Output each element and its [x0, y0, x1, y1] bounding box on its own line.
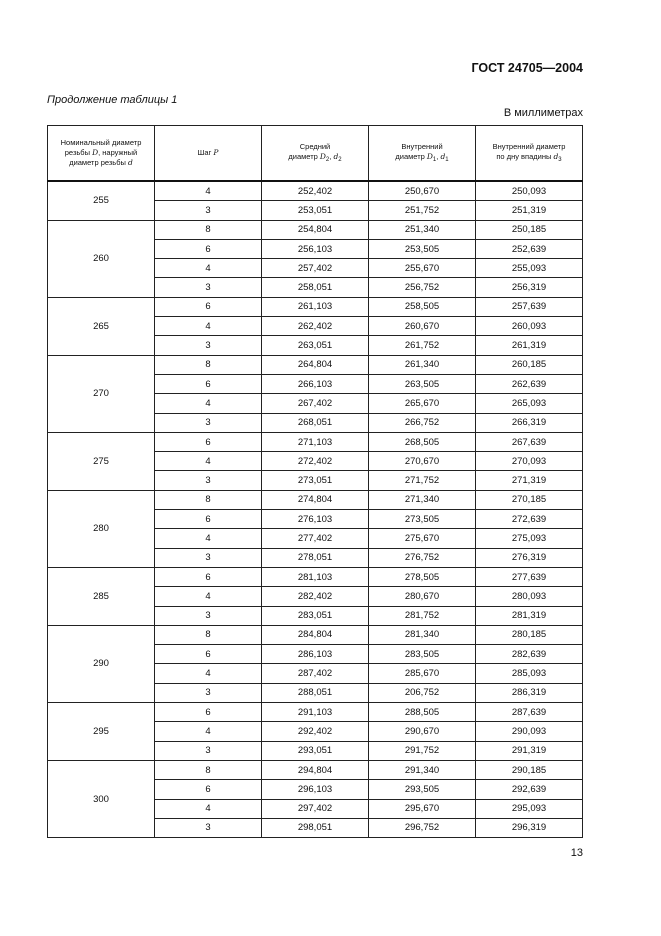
table-row [48, 297, 583, 316]
pitch-cell: 3 [155, 741, 262, 760]
mean-diameter-cell: 272,402 [262, 452, 369, 471]
nominal-diameter-cell: 260 [48, 220, 155, 297]
root-diameter-cell: 261,319 [476, 336, 583, 355]
root-diameter-cell: 270,185 [476, 490, 583, 509]
root-diameter-cell: 285,093 [476, 664, 583, 683]
mean-diameter-cell: 276,103 [262, 510, 369, 529]
minor-diameter-cell: 278,505 [369, 567, 476, 586]
minor-diameter-cell: 295,670 [369, 799, 476, 818]
pitch-cell: 4 [155, 799, 262, 818]
mean-diameter-cell: 252,402 [262, 181, 369, 201]
minor-diameter-cell: 255,670 [369, 259, 476, 278]
page-number: 13 [570, 847, 583, 859]
table-units: В миллиметрах [503, 107, 583, 119]
root-diameter-cell: 251,319 [476, 201, 583, 220]
pitch-cell: 8 [155, 625, 262, 644]
minor-diameter-cell: 206,752 [369, 683, 476, 702]
mean-diameter-cell: 284,804 [262, 625, 369, 644]
pitch-cell: 4 [155, 317, 262, 336]
table-row [48, 760, 583, 779]
pitch-cell: 3 [155, 201, 262, 220]
mean-diameter-cell: 294,804 [262, 760, 369, 779]
root-diameter-cell: 250,093 [476, 181, 583, 201]
pitch-cell: 6 [155, 645, 262, 664]
pitch-cell: 6 [155, 239, 262, 258]
root-diameter-cell: 277,639 [476, 567, 583, 586]
mean-diameter-cell: 292,402 [262, 722, 369, 741]
minor-diameter-cell: 281,752 [369, 606, 476, 625]
mean-diameter-cell: 263,051 [262, 336, 369, 355]
minor-diameter-cell: 251,340 [369, 220, 476, 239]
mean-diameter-cell: 253,051 [262, 201, 369, 220]
table-row [48, 703, 583, 722]
pitch-cell: 4 [155, 587, 262, 606]
mean-diameter-cell: 277,402 [262, 529, 369, 548]
pitch-cell: 4 [155, 259, 262, 278]
root-diameter-cell: 260,185 [476, 355, 583, 374]
mean-diameter-cell: 273,051 [262, 471, 369, 490]
nominal-diameter-cell: 255 [48, 181, 155, 220]
minor-diameter-cell: 288,505 [369, 703, 476, 722]
minor-diameter-cell: 261,340 [369, 355, 476, 374]
root-diameter-cell: 266,319 [476, 413, 583, 432]
mean-diameter-cell: 258,051 [262, 278, 369, 297]
minor-diameter-cell: 261,752 [369, 336, 476, 355]
mean-diameter-cell: 281,103 [262, 567, 369, 586]
minor-diameter-cell: 265,670 [369, 394, 476, 413]
mean-diameter-cell: 264,804 [262, 355, 369, 374]
mean-diameter-cell: 298,051 [262, 818, 369, 837]
mean-diameter-cell: 296,103 [262, 780, 369, 799]
pitch-cell: 8 [155, 220, 262, 239]
root-diameter-cell: 252,639 [476, 239, 583, 258]
minor-diameter-cell: 251,752 [369, 201, 476, 220]
table-row [48, 220, 583, 239]
root-diameter-cell: 280,185 [476, 625, 583, 644]
mean-diameter-cell: 267,402 [262, 394, 369, 413]
minor-diameter-cell: 293,505 [369, 780, 476, 799]
column-header-mean-diameter: Средний диаметр $D_2$, $d_2$ [262, 126, 369, 182]
pitch-cell: 6 [155, 432, 262, 451]
minor-diameter-cell: 266,752 [369, 413, 476, 432]
mean-diameter-cell: 288,051 [262, 683, 369, 702]
mean-diameter-cell: 282,402 [262, 587, 369, 606]
minor-diameter-cell: 290,670 [369, 722, 476, 741]
minor-diameter-cell: 281,340 [369, 625, 476, 644]
minor-diameter-cell: 291,340 [369, 760, 476, 779]
mean-diameter-cell: 297,402 [262, 799, 369, 818]
mean-diameter-cell: 286,103 [262, 645, 369, 664]
pitch-cell: 6 [155, 780, 262, 799]
minor-diameter-cell: 256,752 [369, 278, 476, 297]
mean-diameter-cell: 254,804 [262, 220, 369, 239]
table-row [48, 625, 583, 644]
nominal-diameter-cell: 265 [48, 297, 155, 355]
pitch-cell: 4 [155, 181, 262, 201]
root-diameter-cell: 265,093 [476, 394, 583, 413]
root-diameter-cell: 267,639 [476, 432, 583, 451]
root-diameter-cell: 290,093 [476, 722, 583, 741]
pitch-cell: 6 [155, 510, 262, 529]
minor-diameter-cell: 296,752 [369, 818, 476, 837]
root-diameter-cell: 286,319 [476, 683, 583, 702]
pitch-cell: 4 [155, 664, 262, 683]
table-row [48, 567, 583, 586]
minor-diameter-cell: 263,505 [369, 374, 476, 393]
mean-diameter-cell: 257,402 [262, 259, 369, 278]
root-diameter-cell: 290,185 [476, 760, 583, 779]
root-diameter-cell: 281,319 [476, 606, 583, 625]
pitch-cell: 3 [155, 818, 262, 837]
pitch-cell: 6 [155, 567, 262, 586]
minor-diameter-cell: 270,670 [369, 452, 476, 471]
root-diameter-cell: 292,639 [476, 780, 583, 799]
table-row [48, 181, 583, 201]
column-header-minor-diameter: Внутренний диаметр $D_1$, $d_1$ [369, 126, 476, 182]
root-diameter-cell: 276,319 [476, 548, 583, 567]
minor-diameter-cell: 276,752 [369, 548, 476, 567]
nominal-diameter-cell: 275 [48, 432, 155, 490]
root-diameter-cell: 295,093 [476, 799, 583, 818]
minor-diameter-cell: 280,670 [369, 587, 476, 606]
pitch-cell: 4 [155, 722, 262, 741]
root-diameter-cell: 271,319 [476, 471, 583, 490]
column-header-nominal-diameter: Номинальный диаметр резьбы D, наружный диаметр резьбы d [48, 126, 155, 182]
table-row [48, 490, 583, 509]
minor-diameter-cell: 273,505 [369, 510, 476, 529]
document-code: ГОСТ 24705—2004 [471, 61, 583, 75]
root-diameter-cell: 250,185 [476, 220, 583, 239]
table-row [48, 432, 583, 451]
minor-diameter-cell: 268,505 [369, 432, 476, 451]
root-diameter-cell: 291,319 [476, 741, 583, 760]
nominal-diameter-cell: 280 [48, 490, 155, 567]
pitch-cell: 6 [155, 297, 262, 316]
pitch-cell: 3 [155, 606, 262, 625]
table-body [48, 181, 583, 838]
mean-diameter-cell: 268,051 [262, 413, 369, 432]
pitch-cell: 4 [155, 394, 262, 413]
pitch-cell: 3 [155, 413, 262, 432]
mean-diameter-cell: 261,103 [262, 297, 369, 316]
nominal-diameter-cell: 285 [48, 567, 155, 625]
root-diameter-cell: 272,639 [476, 510, 583, 529]
column-header-pitch: Шаг P [155, 126, 262, 182]
minor-diameter-cell: 258,505 [369, 297, 476, 316]
mean-diameter-cell: 256,103 [262, 239, 369, 258]
root-diameter-cell: 262,639 [476, 374, 583, 393]
nominal-diameter-cell: 300 [48, 760, 155, 837]
nominal-diameter-cell: 270 [48, 355, 155, 432]
minor-diameter-cell: 271,752 [369, 471, 476, 490]
mean-diameter-cell: 262,402 [262, 317, 369, 336]
root-diameter-cell: 260,093 [476, 317, 583, 336]
pitch-cell: 3 [155, 278, 262, 297]
mean-diameter-cell: 293,051 [262, 741, 369, 760]
minor-diameter-cell: 283,505 [369, 645, 476, 664]
minor-diameter-cell: 285,670 [369, 664, 476, 683]
minor-diameter-cell: 275,670 [369, 529, 476, 548]
pitch-cell: 8 [155, 490, 262, 509]
pitch-cell: 4 [155, 529, 262, 548]
column-header-root-diameter: Внутренний диаметр по дну впадины $d_3$ [476, 126, 583, 182]
mean-diameter-cell: 271,103 [262, 432, 369, 451]
pitch-cell: 8 [155, 760, 262, 779]
minor-diameter-cell: 291,752 [369, 741, 476, 760]
root-diameter-cell: 257,639 [476, 297, 583, 316]
mean-diameter-cell: 283,051 [262, 606, 369, 625]
pitch-cell: 4 [155, 452, 262, 471]
mean-diameter-cell: 291,103 [262, 703, 369, 722]
root-diameter-cell: 280,093 [476, 587, 583, 606]
table-caption: Продолжение таблицы 1 [47, 94, 178, 106]
pitch-cell: 6 [155, 374, 262, 393]
table-row [48, 355, 583, 374]
mean-diameter-cell: 266,103 [262, 374, 369, 393]
root-diameter-cell: 275,093 [476, 529, 583, 548]
pitch-cell: 6 [155, 703, 262, 722]
nominal-diameter-cell: 290 [48, 625, 155, 702]
root-diameter-cell: 282,639 [476, 645, 583, 664]
pitch-cell: 8 [155, 355, 262, 374]
root-diameter-cell: 287,639 [476, 703, 583, 722]
mean-diameter-cell: 287,402 [262, 664, 369, 683]
nominal-diameter-cell: 295 [48, 703, 155, 761]
pitch-cell: 3 [155, 548, 262, 567]
minor-diameter-cell: 271,340 [369, 490, 476, 509]
minor-diameter-cell: 260,670 [369, 317, 476, 336]
thread-diameters-table [47, 125, 583, 838]
pitch-cell: 3 [155, 336, 262, 355]
pitch-cell: 3 [155, 471, 262, 490]
mean-diameter-cell: 274,804 [262, 490, 369, 509]
root-diameter-cell: 270,093 [476, 452, 583, 471]
root-diameter-cell: 296,319 [476, 818, 583, 837]
table-header-row [48, 126, 583, 182]
root-diameter-cell: 256,319 [476, 278, 583, 297]
root-diameter-cell: 255,093 [476, 259, 583, 278]
mean-diameter-cell: 278,051 [262, 548, 369, 567]
minor-diameter-cell: 250,670 [369, 181, 476, 201]
pitch-cell: 3 [155, 683, 262, 702]
minor-diameter-cell: 253,505 [369, 239, 476, 258]
